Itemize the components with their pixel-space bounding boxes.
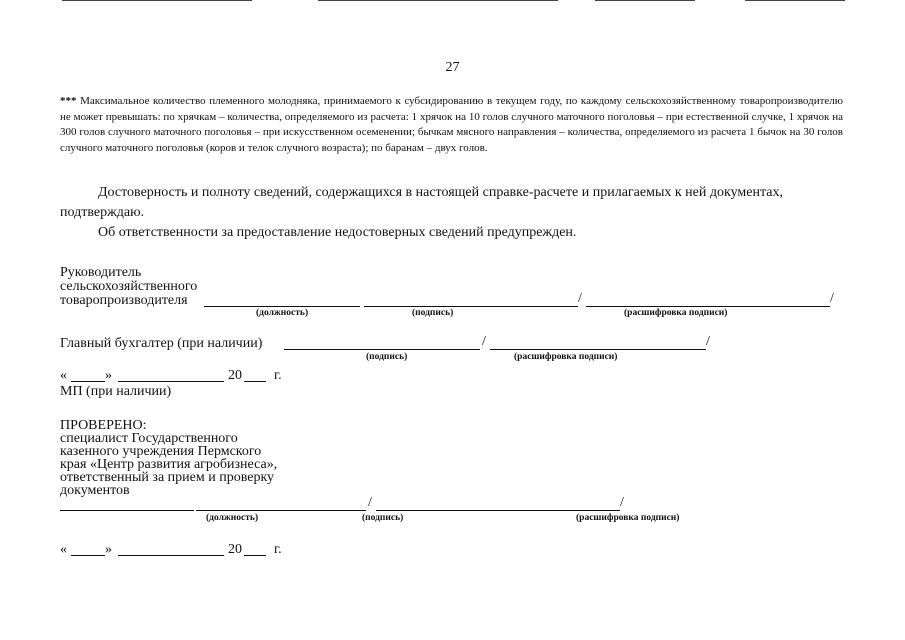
accountant-signature-caption: (подпись) xyxy=(366,352,408,362)
head-position-field[interactable] xyxy=(204,306,360,307)
confirm-text-end: подтверждаю. xyxy=(60,205,145,220)
checked-signature-caption: (подпись) xyxy=(362,513,404,523)
scan-edge-line xyxy=(745,0,845,1)
date-open-quote: « xyxy=(60,368,67,383)
head-decode-caption: (расшифровка подписи) xyxy=(624,308,728,318)
checked-title: ПРОВЕРЕНО: xyxy=(60,418,147,433)
date-day-field[interactable] xyxy=(71,381,105,382)
accountant-decode-field[interactable] xyxy=(490,349,706,350)
accountant-slash: / xyxy=(482,334,486,349)
date-year-suffix: г. xyxy=(274,368,282,383)
scan-edge-line xyxy=(595,0,695,1)
date2-day-field[interactable] xyxy=(71,555,105,556)
page-number: 27 xyxy=(445,60,460,75)
head-position-caption: (должность) xyxy=(256,308,309,318)
date2-month-field[interactable] xyxy=(118,555,224,556)
date-month-field[interactable] xyxy=(118,381,224,382)
head-decode-field[interactable] xyxy=(586,306,830,307)
head-label-line3: товаропроизводителя xyxy=(60,293,188,308)
checked-line5: документов xyxy=(60,483,130,498)
checked-line4: ответственный за прием и проверку xyxy=(60,470,275,485)
checked-slash-end: / xyxy=(620,495,624,510)
footnote xyxy=(60,94,843,156)
head-slash: / xyxy=(578,291,582,306)
date2-open-quote: « xyxy=(60,542,67,557)
scan-edge-line xyxy=(62,0,252,1)
checked-position-caption: (должность) xyxy=(206,513,259,523)
accountant-label: Главный бухгалтер (при наличии) xyxy=(60,336,263,351)
footnote-marker: *** xyxy=(60,95,77,107)
accountant-decode-caption: (расшифровка подписи) xyxy=(514,352,618,362)
date-year-field[interactable] xyxy=(244,381,266,382)
date-close-quote: » xyxy=(105,368,112,383)
checked-line1: специалист Государственного xyxy=(60,431,238,446)
head-signature-field[interactable] xyxy=(364,306,578,307)
checked-position-field[interactable] xyxy=(196,510,366,511)
responsibility-warning: Об ответственности за предоставление недостоверных сведений предупрежден. xyxy=(98,225,577,240)
date2-year-suffix: г. xyxy=(274,542,282,557)
head-label-line2: сельскохозяйственного xyxy=(60,279,198,294)
stamp-label: МП (при наличии) xyxy=(60,384,172,399)
checked-position-field-left[interactable] xyxy=(60,510,194,511)
scan-edge-line xyxy=(318,0,558,1)
checked-decode-field[interactable] xyxy=(376,510,620,511)
checked-line2: казенного учреждения Пермского xyxy=(60,444,262,459)
head-label-line1: Руководитель xyxy=(60,265,142,280)
accountant-slash-end: / xyxy=(706,334,710,349)
checked-slash: / xyxy=(368,495,372,510)
footnote-text: Максимальное количество племенного молодняка, принимаемого к субсидированию в текущем году, по каждому сельскохозяйственному товаропроизводителю не может превышать: по хрячкам – количества, определяемого из расчета: 1 хрячок на 10 голов случного маточного поголовья – при естественной случке, 1 хрячок на 300 голов случного маточного поголовья – при искусственном осеменении; бычкам мясного направления – количества, определяемого из расчета 1 бычок на 30 голов случного маточного поголовья (коров и телок случного возраста); по баранам – двух голов. xyxy=(60,95,843,154)
date2-close-quote: » xyxy=(105,542,112,557)
checked-decode-caption: (расшифровка подписи) xyxy=(576,513,680,523)
head-signature-caption: (подпись) xyxy=(412,308,454,318)
confirm-text: Достоверность и полноту сведений, содержащихся в настоящей справке-расчете и прилагаемых к ней документах, xyxy=(98,185,783,200)
accountant-signature-field[interactable] xyxy=(284,349,480,350)
checked-line3: края «Центр развития агробизнеса», xyxy=(60,457,278,472)
date2-year-prefix: 20 xyxy=(228,542,242,557)
date2-year-field[interactable] xyxy=(244,555,266,556)
head-slash-end: / xyxy=(830,291,834,306)
date-year-prefix: 20 xyxy=(228,368,242,383)
